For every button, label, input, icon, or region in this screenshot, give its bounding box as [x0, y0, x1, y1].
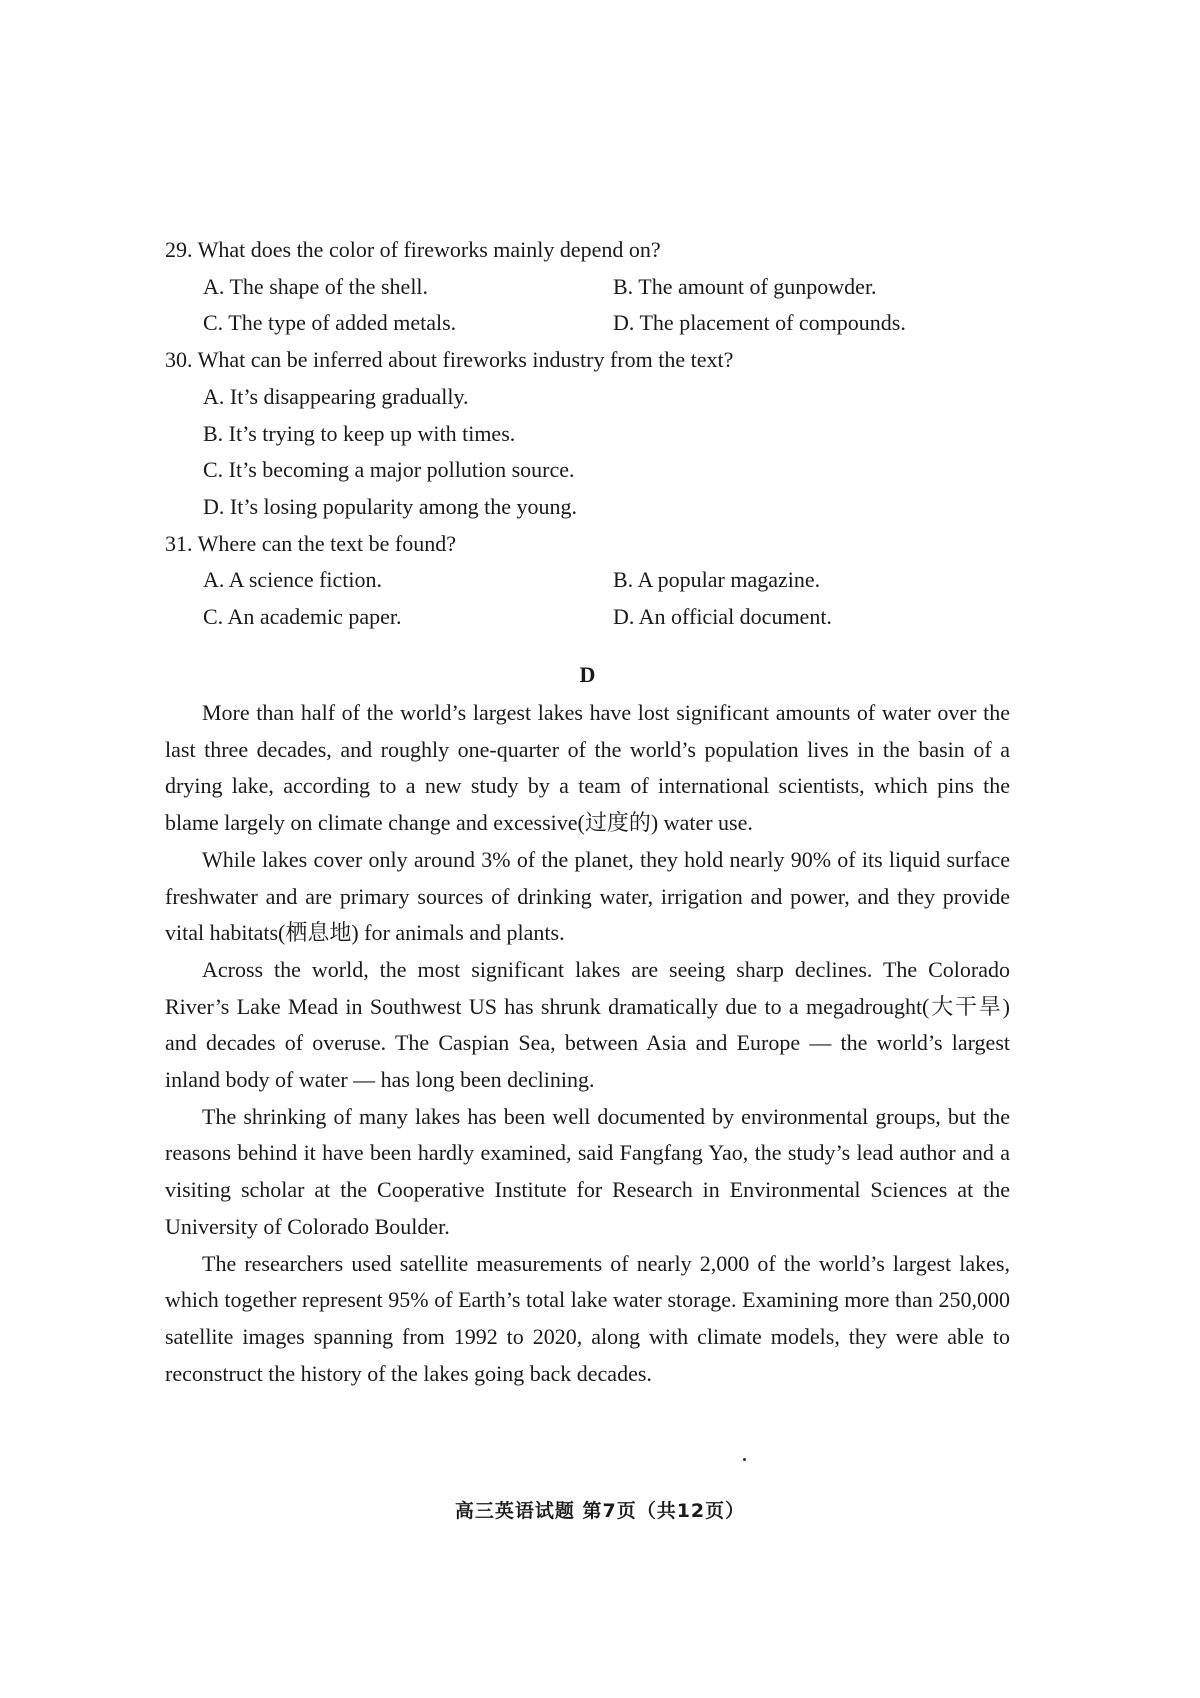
- option-d: D. The placement of compounds.: [613, 310, 906, 336]
- option-d: D. It’s losing popularity among the young.: [203, 493, 577, 519]
- passage-paragraph: Across the world, the most significant lakes are seeing sharp declines. The Colorado River’s Lake Mead in Southwest US has shrunk dramatically due to a megadrought(大干旱) and decades of overuse. The Caspian Sea, between Asia and Europe — the world’s largest inland body of water — has long been declining.: [165, 956, 1010, 1093]
- question-block: [165, 232, 1045, 636]
- option-b: B. It’s trying to keep up with times.: [203, 420, 516, 446]
- option-b: B. A popular magazine.: [613, 567, 821, 593]
- question-31: [165, 526, 1045, 636]
- option-row: [165, 562, 1045, 599]
- option-b: B. The amount of gunpowder.: [613, 273, 877, 299]
- passage-paragraph: More than half of the world’s largest lakes have lost significant amounts of water over the last three decades, and roughly one-quarter of the world’s population lives in the basin of a drying lake, according to a new study by a team of international scientists, which pins the blame largely on climate change and excessive(过度的) water use.: [165, 700, 1010, 836]
- question-stem: 30. What can be inferred about fireworks industry from the text?: [165, 347, 734, 373]
- passage-paragraph: While lakes cover only around 3% of the planet, they hold nearly 90% of its liquid surface freshwater and are primary sources of drinking water, irrigation and power, and they provide vital habitats(栖息地) for animals and plants.: [165, 846, 1010, 946]
- option-c: C. An academic paper.: [203, 604, 402, 630]
- option-a: A. A science fiction.: [203, 567, 383, 593]
- reading-passage: [165, 695, 1010, 1392]
- question-29: [165, 232, 1045, 342]
- option-row: [165, 269, 1045, 306]
- question-30: [165, 342, 1045, 526]
- option-d: D. An official document.: [613, 604, 832, 630]
- option-c: C. It’s becoming a major pollution source.: [203, 457, 575, 483]
- option-a: A. It’s disappearing gradually.: [203, 383, 469, 409]
- section-heading: D: [579, 662, 596, 687]
- passage-paragraph: The shrinking of many lakes has been well documented by environmental groups, but the reasons behind it have been hardly examined, said Fangfang Yao, the study’s lead author and a visiting scholar at the Cooperative Institute for Research in Environmental Sciences at the University of Colorado Boulder.: [165, 1103, 1010, 1239]
- page-footer: 高三英语试题 第7页（共12页）: [454, 1500, 746, 1522]
- option-row: [165, 599, 1045, 636]
- question-stem: 31. Where can the text be found?: [165, 530, 456, 556]
- option-a: A. The shape of the shell.: [203, 273, 429, 299]
- option-row: [165, 305, 1045, 342]
- question-stem: 29. What does the color of fireworks mainly depend on?: [165, 237, 661, 262]
- passage-paragraph: The researchers used satellite measurements of nearly 2,000 of the world’s largest lakes, which together represent 95% of Earth’s total lake water storage. Examining more than 250,000 satellite images spanning from 1992 to 2020, along with climate models, they were able to reconstruct the history of the lakes going back decades.: [165, 1250, 1010, 1386]
- scan-speck: [743, 1458, 746, 1461]
- option-c: C. The type of added metals.: [203, 310, 457, 336]
